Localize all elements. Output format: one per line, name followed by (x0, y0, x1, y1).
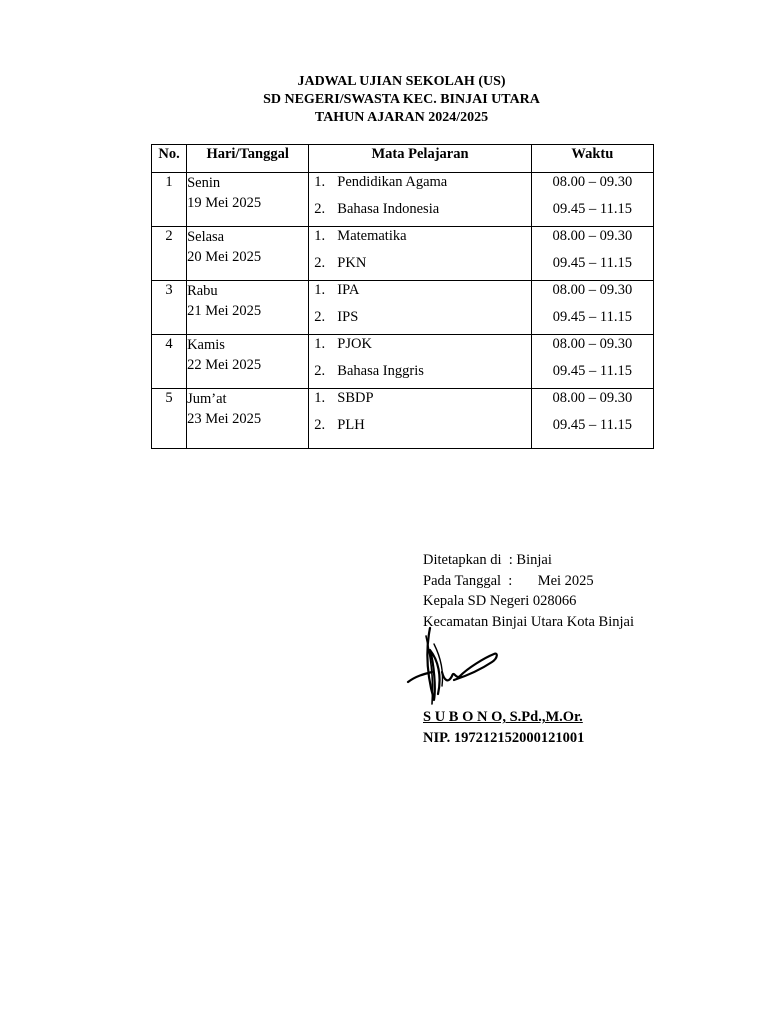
subject-list (309, 227, 530, 280)
subject-item (309, 389, 530, 416)
subject-list (309, 173, 530, 226)
column-header-subject: Mata Pelajaran (309, 145, 531, 173)
subject-number: 2. (314, 308, 326, 325)
subject-item (309, 173, 530, 200)
subject-number: 2. (314, 362, 326, 379)
time-cell (531, 173, 653, 227)
day-name: Senin (187, 175, 221, 191)
exam-date: 22 Mei 2025 (187, 357, 262, 373)
subject-number: 2. (314, 254, 326, 271)
subject-name: Pendidikan Agama (337, 174, 448, 190)
subject-list (309, 389, 530, 442)
subject-item (309, 254, 530, 281)
time-slot: 09.45 – 11.15 (552, 254, 632, 271)
approval-district: Kecamatan Binjai Utara Kota Binjai (423, 613, 634, 630)
table-row (152, 173, 654, 227)
time-slot: 09.45 – 11.15 (552, 308, 632, 325)
day-name: Jum’at (187, 391, 227, 407)
time-slot: 09.45 – 11.15 (552, 200, 632, 217)
subject-number: 1. (314, 174, 326, 190)
subject-name: IPS (337, 308, 359, 325)
time-slot: 08.00 – 09.30 (552, 174, 633, 190)
subject-number: 1. (314, 228, 326, 244)
column-header-day: Hari/Tanggal (187, 145, 309, 173)
time-cell (531, 281, 653, 335)
day-date-cell (187, 227, 309, 281)
header-school: SD NEGERI/SWASTA KEC. BINJAI UTARA (263, 92, 540, 107)
day-name: Rabu (187, 283, 218, 299)
time-slot: 08.00 – 09.30 (552, 228, 633, 244)
handwritten-signature-icon (404, 614, 504, 710)
exam-date: 19 Mei 2025 (187, 195, 262, 211)
subject-name: Matematika (337, 228, 407, 244)
time-slot: 09.45 – 11.15 (552, 416, 632, 433)
time-cell (531, 227, 653, 281)
day-date-cell (187, 389, 309, 449)
table-body (152, 173, 654, 449)
row-number: 5 (152, 389, 187, 449)
subject-number: 1. (314, 282, 326, 298)
header-title: JADWAL UJIAN SEKOLAH (US) (297, 74, 506, 89)
approval-place: Ditetapkan di : Binjai (423, 552, 552, 568)
column-header-no: No. (152, 145, 187, 173)
exam-date: 23 Mei 2025 (187, 411, 262, 427)
subject-item (309, 281, 530, 308)
signer-nip: NIP. 197212152000121001 (423, 729, 585, 746)
time-slot: 08.00 – 09.30 (552, 390, 633, 406)
day-date-cell (187, 173, 309, 227)
subject-name: PKN (337, 254, 367, 271)
row-number: 4 (152, 335, 187, 389)
subjects-cell (309, 173, 531, 227)
signer-name: S U B O N O, S.Pd.,M.Or. (423, 709, 583, 725)
row-number: 3 (152, 281, 187, 335)
table-row (152, 227, 654, 281)
subject-number: 2. (314, 416, 326, 433)
signer-block (423, 707, 584, 748)
exam-schedule-table (151, 144, 654, 449)
row-number: 2 (152, 227, 187, 281)
time-cell (531, 335, 653, 389)
time-slot: 08.00 – 09.30 (552, 336, 633, 352)
time-cell (531, 389, 653, 449)
exam-date: 21 Mei 2025 (187, 303, 262, 319)
document-header (0, 73, 768, 127)
subject-item (309, 200, 530, 227)
subjects-cell (309, 281, 531, 335)
subject-list (309, 281, 530, 334)
column-header-time: Waktu (531, 145, 653, 173)
subject-name: IPA (337, 282, 360, 298)
day-date-cell (187, 335, 309, 389)
subject-name: PLH (337, 416, 365, 433)
day-name: Kamis (187, 337, 225, 353)
day-name: Selasa (187, 229, 225, 245)
header-year: TAHUN AJARAN 2024/2025 (314, 110, 489, 125)
day-date-cell (187, 281, 309, 335)
subject-item (309, 308, 530, 335)
exam-date: 20 Mei 2025 (187, 249, 262, 265)
subjects-cell (309, 389, 531, 449)
table-row (152, 281, 654, 335)
subject-number: 2. (314, 200, 326, 217)
time-slot: 08.00 – 09.30 (552, 282, 633, 298)
subject-name: Bahasa Indonesia (337, 200, 440, 217)
subject-list (309, 335, 530, 388)
table-row (152, 389, 654, 449)
approval-date: Pada Tanggal : Mei 2025 (423, 572, 594, 589)
table-header-row (152, 145, 654, 173)
subject-item (309, 416, 530, 443)
subject-item (309, 227, 530, 254)
subjects-cell (309, 335, 531, 389)
subject-name: Bahasa Inggris (337, 362, 424, 379)
subject-number: 1. (314, 336, 326, 352)
subject-name: SBDP (337, 390, 374, 406)
time-slot: 09.45 – 11.15 (552, 362, 632, 379)
subject-item (309, 362, 530, 389)
subject-item (309, 335, 530, 362)
approval-position: Kepala SD Negeri 028066 (423, 593, 577, 610)
table-row (152, 335, 654, 389)
subject-name: PJOK (337, 336, 372, 352)
subjects-cell (309, 227, 531, 281)
row-number: 1 (152, 173, 187, 227)
subject-number: 1. (314, 390, 326, 406)
